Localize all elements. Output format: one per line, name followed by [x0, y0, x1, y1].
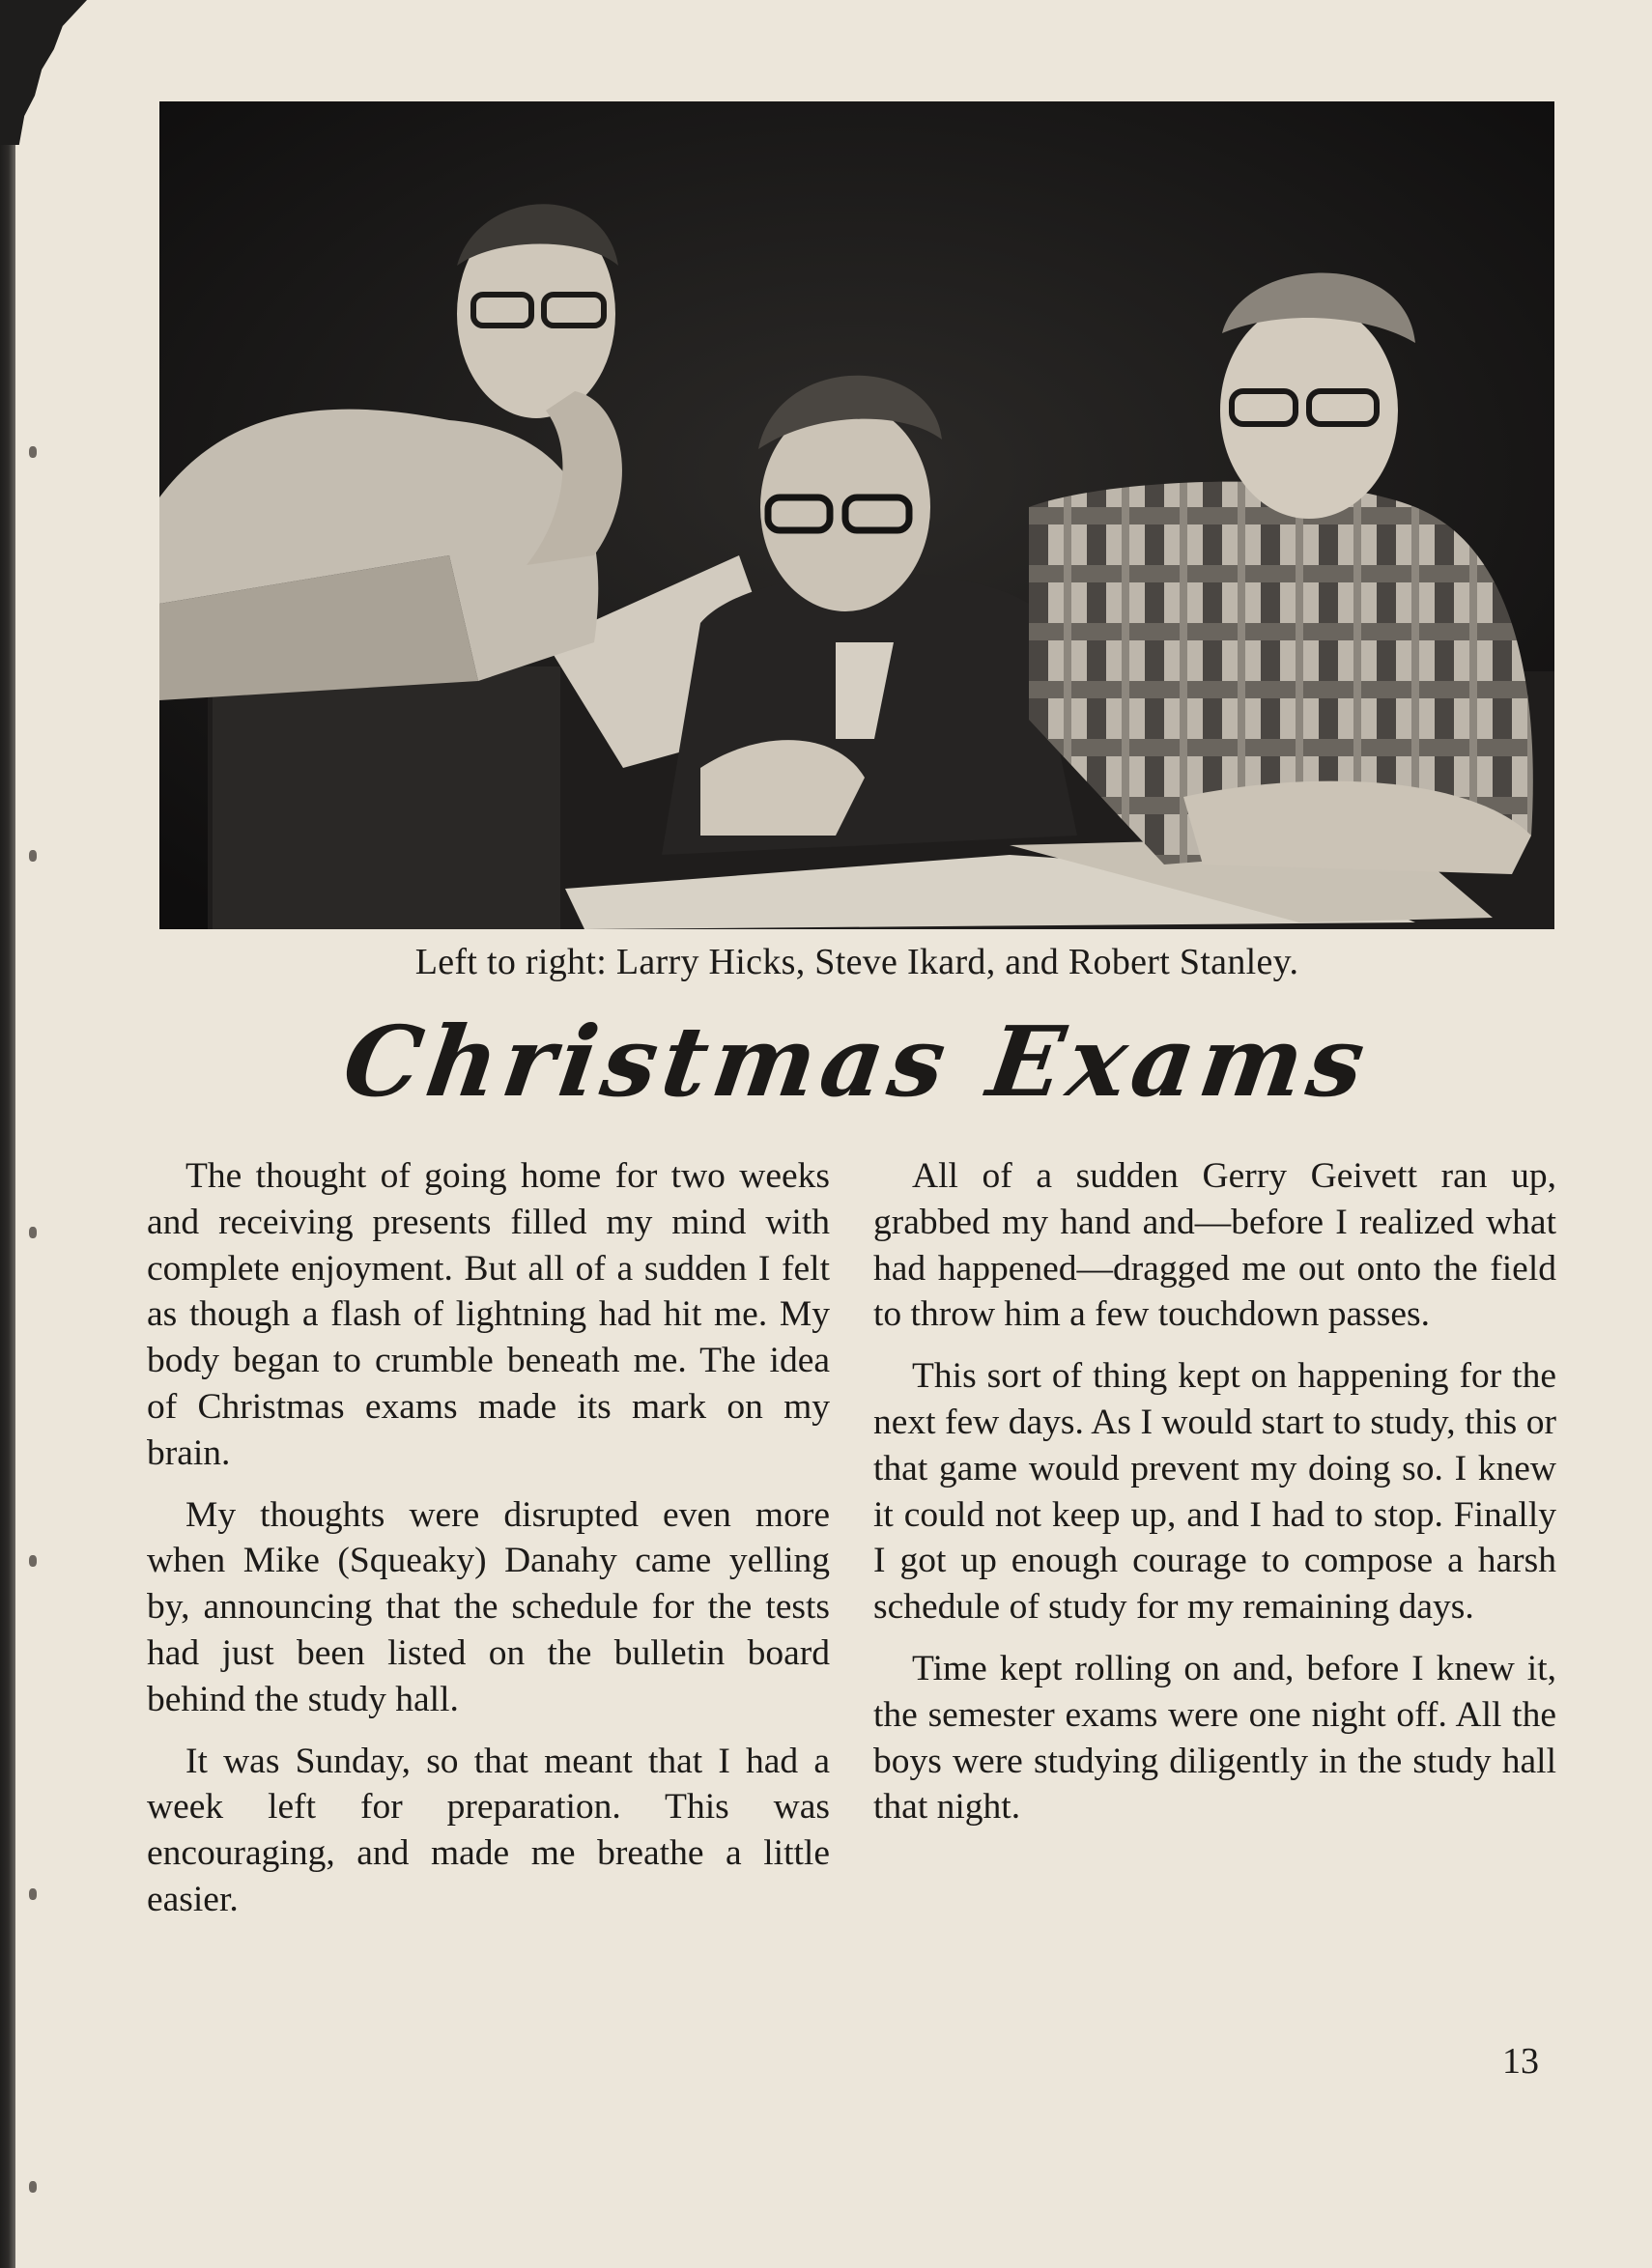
punch-hole — [29, 1227, 37, 1238]
paragraph: Time kept rolling on and, before I knew it, the semester exams were one night off. All the boys were studying diligently in the study hall that night. — [873, 1648, 1556, 1828]
paragraph: The thought of going home for two weeks and receiving presents filled my mind with complete enjoyment. But all of a sudden I felt as though a flash of lightning had hit me. My body began to crumble beneath me. The idea of Christmas exams made its mark on my brain. — [147, 1156, 830, 1473]
paragraph: My thoughts were disrupted even more when Mike (Squeaky) Danahy came yelling by, announcing that the schedule for the tests had just been listed on the bulletin board behind the study hall. — [147, 1494, 830, 1719]
paragraph: This sort of thing kept on happening for the next few days. As I would start to study, this or that game would prevent my doing so. I knew it could not keep up, and I had to stop. Finally I got up enough courage to compose a harsh schedule of study for my remaining days. — [873, 1356, 1556, 1628]
photograph-of-three-students-studying-icon — [159, 101, 1554, 929]
photograph — [159, 101, 1554, 929]
punch-hole — [29, 1888, 37, 1900]
article-title: Christmas Exams — [336, 1005, 1378, 1119]
punch-hole — [29, 850, 37, 862]
binding-edge — [0, 0, 15, 2268]
punch-hole — [29, 1555, 37, 1567]
article-column-left — [147, 1153, 830, 1939]
article-column-right — [873, 1153, 1556, 1846]
paragraph: It was Sunday, so that meant that I had a week left for preparation. This was encouraging, and made me breathe a little easier. — [147, 1741, 830, 1919]
punch-hole — [29, 2181, 37, 2193]
torn-corner — [0, 0, 87, 145]
punch-hole — [29, 446, 37, 458]
paragraph: All of a sudden Gerry Geivett ran up, grabbed my hand and—before I realized what had happened—dragged me out onto the field to throw him a few touchdown passes. — [873, 1156, 1556, 1335]
photo-caption: Left to right: Larry Hicks, Steve Ikard, and Robert Stanley. — [414, 942, 1299, 982]
page-number: 13 — [1502, 2041, 1539, 2082]
